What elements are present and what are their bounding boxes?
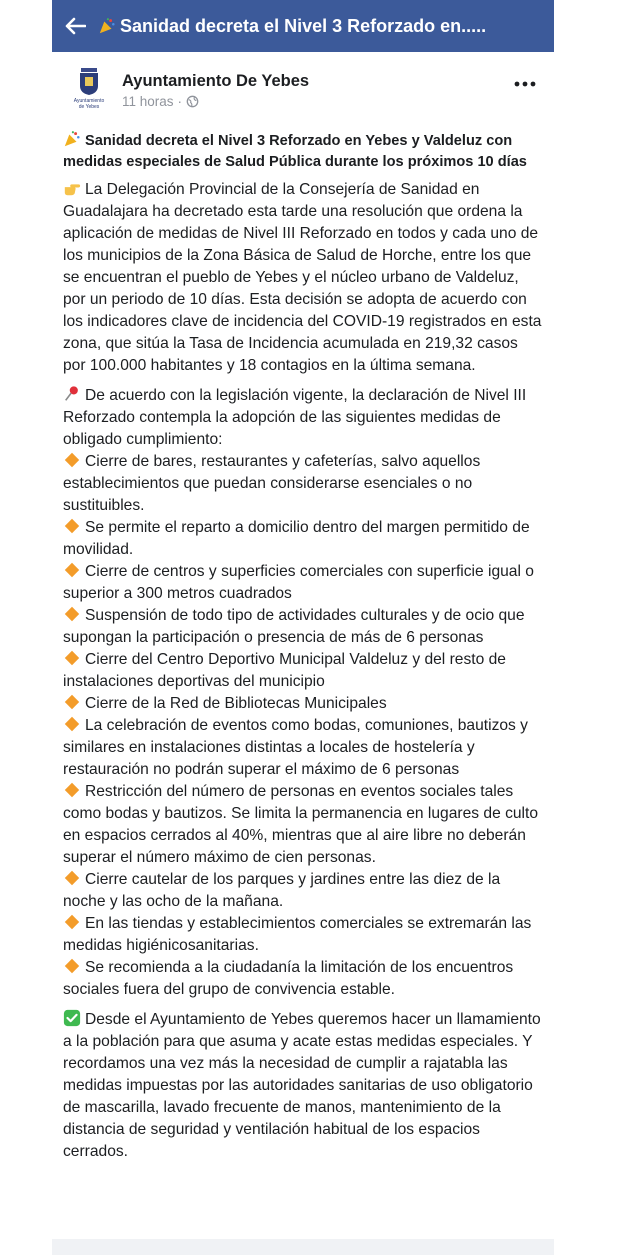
logo-text-1: Ayuntamiento [73, 98, 105, 104]
measure-item: Cierre de la Red de Bibliotecas Municipales [63, 693, 544, 715]
orange-diamond-icon [63, 957, 81, 975]
measure-item: Se recomienda a la ciudadanía la limitación de los encuentros sociales fuera del grupo de convivencia estable. [63, 959, 514, 998]
post-screen [52, 0, 554, 1255]
paragraph-3: Desde el Ayuntamiento de Yebes queremos hacer un llamamiento a la población para que asuma y acate estas medidas especiales. Y recordamos una vez más la necesidad de cumplir a rajatabla las medidas impuestas por las autoridades sanitarias de uso obligatorio de mascarilla, lavado frecuente de manos, mantenimiento de la distancia de seguridad y ventilación habitual de los espacios cerrados. [63, 1011, 541, 1160]
post-header [52, 52, 554, 122]
meta-separator: · [177, 94, 183, 109]
pushpin-icon [63, 385, 81, 403]
measure-item: En las tiendas y establecimientos comerciales se extremarán las medidas higiénicosanitarias. [63, 915, 532, 954]
paragraph-1: La Delegación Provincial de la Consejería de Sanidad en Guadalajara ha decretado esta tarde una resolución que ordena la aplicación de medidas de Nivel III Reforzado en todos y cada uno de los municipios de la Zona Básica de Salud de Horche, entre los que se encuentran el pueblo de Yebes y el núcleo urbano de Valdeluz, por un periodo de 10 días. Esta decisión se adopta de acuerdo con los indicadores clave de incidencia del COVID-19 registrados en esta zona, que sitúa la Tasa de Incidencia acumulada en 219,32 casos por 100.000 habitantes y 18 contagios en la última semana. [63, 181, 542, 374]
back-arrow-icon [64, 17, 86, 35]
party-popper-icon [98, 17, 116, 35]
orange-diamond-icon [63, 561, 81, 579]
measure-item: Se permite el reparto a domicilio dentro del margen permitido de movilidad. [63, 519, 530, 558]
top-bar-title: Sanidad decreta el Nivel 3 Reforzado en..... [98, 16, 554, 37]
measure-item: Cierre del Centro Deportivo Municipal Valdeluz y del resto de instalaciones deportivas del municipio [63, 651, 506, 690]
pointing-hand-icon [63, 179, 81, 197]
orange-diamond-icon [63, 605, 81, 623]
globe-icon [186, 95, 199, 108]
footer-strip [52, 1239, 554, 1255]
measure-item: Suspensión de todo tipo de actividades culturales y de ocio que supongan la participación o presencia de más de 6 personas [63, 607, 525, 646]
back-button[interactable] [52, 0, 98, 52]
orange-diamond-icon [63, 715, 81, 733]
post-body [52, 122, 554, 1163]
measure-item: Cierre de bares, restaurantes y cafeterías, salvo aquellos establecimientos que puedan considerarse esenciales o no sustituibles. [63, 453, 481, 514]
orange-diamond-icon [63, 517, 81, 535]
party-popper-icon [63, 130, 81, 148]
paragraph-2 [63, 385, 544, 1001]
orange-diamond-icon [63, 693, 81, 711]
logo-text-2: de Yebes [78, 104, 100, 110]
post-time[interactable]: 11 horas [122, 94, 174, 109]
more-options-button[interactable] [514, 74, 536, 87]
orange-diamond-icon [63, 649, 81, 667]
measure-item: Cierre cautelar de los parques y jardines entre las diez de la noche y las ocho de la mañana. [63, 871, 501, 910]
measure-item: La celebración de eventos como bodas, comuniones, bautizos y similares en instalaciones distintas a locales de hostelería y restauración no podrán superar el máximo de 6 personas [63, 717, 528, 778]
page-name-link[interactable]: Ayuntamiento De Yebes [122, 72, 310, 90]
check-mark-icon [63, 1009, 81, 1027]
more-options-icon [514, 81, 536, 87]
paragraph-2-intro: De acuerdo con la legislación vigente, la declaración de Nivel III Reforzado contempla la adopción de las siguientes medidas de obligado cumplimiento: [63, 387, 527, 448]
measure-item: Restricción del número de personas en eventos sociales tales como bodas y bautizos. Se limita la permanencia en lugares de culto en espacios cerrados al 40%, mientras que al aire libre no deberán superar el número máximo de cien personas. [63, 783, 539, 866]
orange-diamond-icon [63, 869, 81, 887]
orange-diamond-icon [63, 781, 81, 799]
top-bar [52, 0, 554, 52]
measure-item: Cierre de centros y superficies comerciales con superficie igual o superior a 300 metros cuadrados [63, 563, 534, 602]
orange-diamond-icon [63, 913, 81, 931]
page-logo[interactable] [72, 66, 106, 110]
post-headline: Sanidad decreta el Nivel 3 Reforzado en Yebes y Valdeluz con medidas especiales de Salud Pública durante los próximos 10 días [63, 130, 544, 173]
orange-diamond-icon [63, 451, 81, 469]
post-meta [122, 94, 199, 109]
